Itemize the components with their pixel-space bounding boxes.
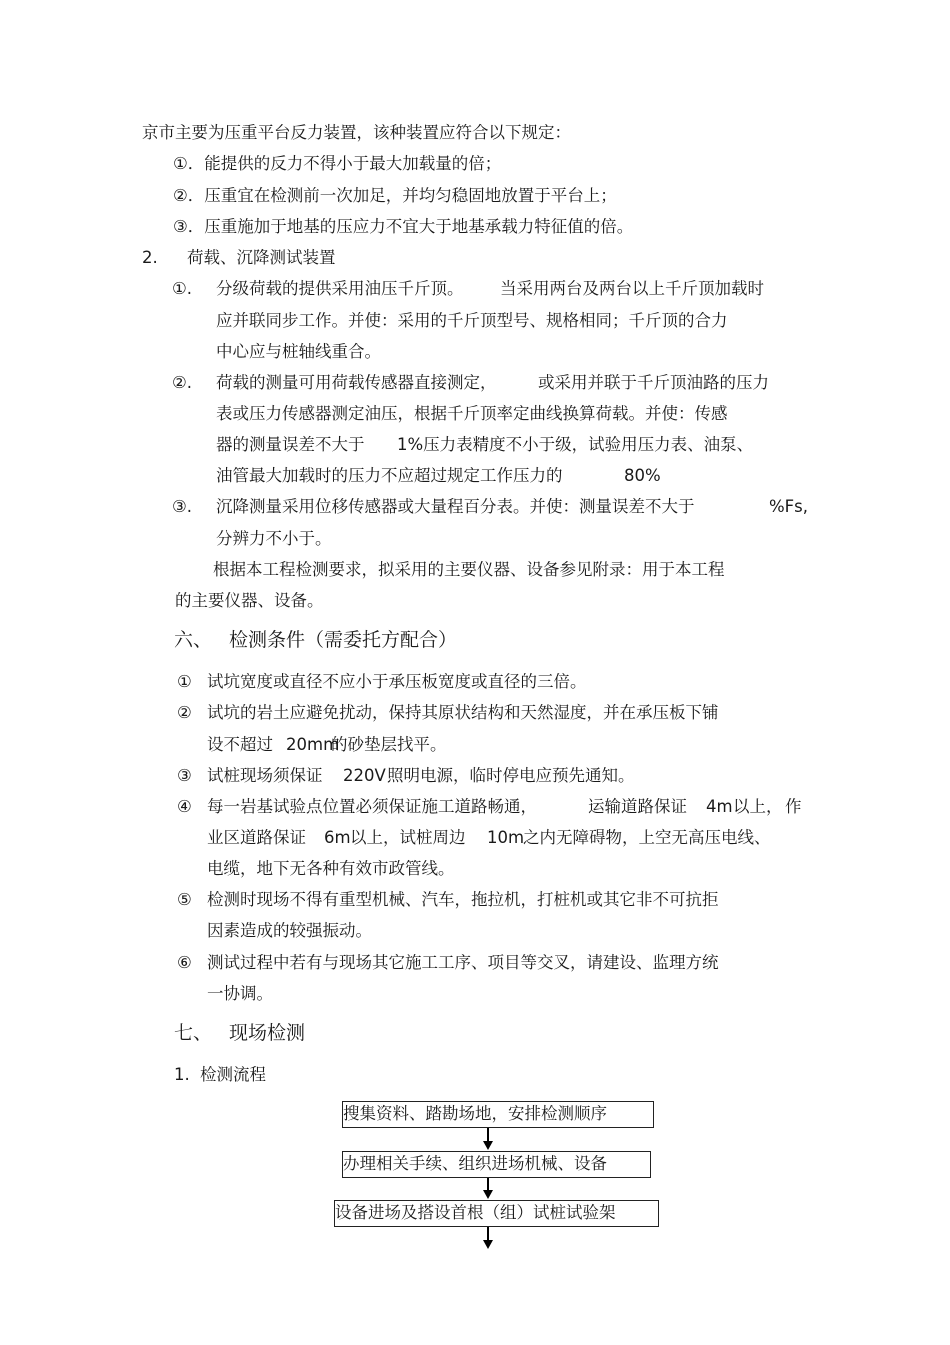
flow-step-1: 搜集资料、踏勘场地，安排检测顺序 bbox=[342, 1101, 654, 1128]
item-marker-2: ②. bbox=[172, 373, 193, 392]
condition-4b: 运输道路保证 bbox=[588, 797, 687, 816]
condition-2b-rest: 的砂垫层找平。 bbox=[331, 735, 447, 754]
section-7-number: 七、 bbox=[174, 1022, 213, 1044]
condition-10: 一协调。 bbox=[207, 984, 273, 1003]
s2-line-7a: 油管最大加载时的压力不应超过规定工作压力的 bbox=[216, 466, 563, 485]
flow-arrow-3-line bbox=[487, 1227, 489, 1241]
s2-line-1a: 分级荷载的提供采用油压千斤顶。 bbox=[216, 279, 464, 298]
rule-2: ②．压重宜在检测前一次加足，并均匀稳固地放置于平台上； bbox=[173, 186, 617, 205]
flow-heading-title: 检测流程 bbox=[200, 1065, 266, 1084]
condition-3-voltage: 220V bbox=[343, 766, 386, 785]
condition-5-value-2: 10m bbox=[487, 828, 525, 847]
condition-marker-1: ① bbox=[177, 672, 192, 691]
paragraph-line-2: 的主要仪器、设备。 bbox=[175, 591, 324, 610]
section-2-number: 2. bbox=[142, 248, 158, 267]
s2-line-4b: 或采用并联于千斤顶油路的压力 bbox=[538, 373, 769, 392]
condition-3c: 照明电源，临时停电应预先通知。 bbox=[387, 766, 635, 785]
condition-marker-3: ③ bbox=[177, 766, 192, 785]
condition-6: 电缆，地下无各种有效市政管线。 bbox=[207, 859, 455, 878]
section-2-title: 荷载、沉降测试装置 bbox=[187, 248, 336, 267]
s2-line-9: 分辨力不小于。 bbox=[216, 529, 332, 548]
intro-text: 京市主要为压重平台反力装置，该种装置应符合以下规定： bbox=[142, 123, 571, 142]
s2-line-3: 中心应与桩轴线重合。 bbox=[216, 342, 381, 361]
section-7-title: 现场检测 bbox=[229, 1022, 306, 1044]
flow-heading-number: 1. bbox=[174, 1065, 190, 1084]
s2-line-2: 应并联同步工作。并使：采用的千斤顶型号、规格相同；千斤顶的合力 bbox=[216, 311, 728, 330]
condition-8: 因素造成的较强振动。 bbox=[207, 921, 372, 940]
s2-line-8b: %Fs, bbox=[769, 497, 809, 516]
condition-3a: 试桩现场须保证 bbox=[207, 766, 323, 785]
condition-7: 检测时现场不得有重型机械、汽车，拖拉机，打桩机或其它非不可抗拒 bbox=[207, 890, 719, 909]
rule-1: ①．能提供的反力不得小于最大加载量的倍； bbox=[173, 154, 502, 173]
s2-line-8a: 沉降测量采用位移传感器或大量程百分表。并使：测量误差不大于 bbox=[216, 497, 695, 516]
s2-line-1b: 当采用两台及两台以上千斤顶加载时 bbox=[500, 279, 764, 298]
condition-4-value: 4m bbox=[706, 797, 733, 816]
s2-line-4a: 荷载的测量可用荷载传感器直接测定， bbox=[216, 373, 497, 392]
flow-arrow-3-icon bbox=[483, 1240, 493, 1249]
flow-step-3: 设备进场及搭设首根（组）试桩试验架 bbox=[334, 1200, 659, 1227]
condition-2a: 试坑的岩土应避免扰动，保持其原状结构和天然湿度，并在承压板下铺 bbox=[207, 703, 719, 722]
s2-line-6a: 器的测量误差不大于 bbox=[216, 435, 365, 454]
item-marker-3: ③. bbox=[172, 497, 193, 516]
item-marker-1: ①. bbox=[172, 279, 193, 298]
condition-9: 测试过程中若有与现场其它施工工序、项目等交叉，请建设、监理方统 bbox=[207, 953, 719, 972]
s2-line-7b: 80% bbox=[624, 466, 661, 485]
condition-5-value-1: 6m bbox=[324, 828, 351, 847]
condition-marker-5: ⑤ bbox=[177, 890, 192, 909]
condition-1: 试坑宽度或直径不应小于承压板宽度或直径的三倍。 bbox=[207, 672, 587, 691]
condition-2b-value: 20mm bbox=[286, 735, 340, 754]
condition-marker-2: ② bbox=[177, 703, 192, 722]
section-6-number: 六、 bbox=[174, 629, 213, 651]
s2-line-6b: 1%压力表精度不小于级，试验用压力表、油泵、 bbox=[397, 435, 754, 454]
flow-step-2: 办理相关手续、组织进场机械、设备 bbox=[342, 1151, 651, 1178]
section-6-title: 检测条件（需委托方配合） bbox=[229, 629, 458, 651]
condition-4d: 以上， bbox=[733, 797, 783, 816]
condition-marker-6: ⑥ bbox=[177, 953, 192, 972]
condition-5c: 以上，试桩周边 bbox=[350, 828, 466, 847]
flow-arrow-2-icon bbox=[483, 1190, 493, 1199]
rule-3: ③．压重施加于地基的压应力不宜大于地基承载力特征值的倍。 bbox=[173, 217, 634, 236]
paragraph-line-1: 根据本工程检测要求，拟采用的主要仪器、设备参见附录：用于本工程 bbox=[213, 560, 725, 579]
s2-line-5: 表或压力传感器测定油压，根据千斤顶率定曲线换算荷载。并使：传感 bbox=[216, 404, 728, 423]
condition-marker-4: ④ bbox=[177, 797, 192, 816]
condition-5a: 业区道路保证 bbox=[207, 828, 306, 847]
condition-5e: 之内无障碍物，上空无高压电线、 bbox=[523, 828, 771, 847]
condition-2b-text: 设不超过 bbox=[207, 735, 273, 754]
flow-arrow-1-line bbox=[487, 1128, 489, 1142]
condition-4a: 每一岩基试验点位置必须保证施工道路畅通， bbox=[207, 797, 537, 816]
flow-arrow-1-icon bbox=[483, 1141, 493, 1150]
condition-4e: 作 bbox=[785, 797, 802, 816]
